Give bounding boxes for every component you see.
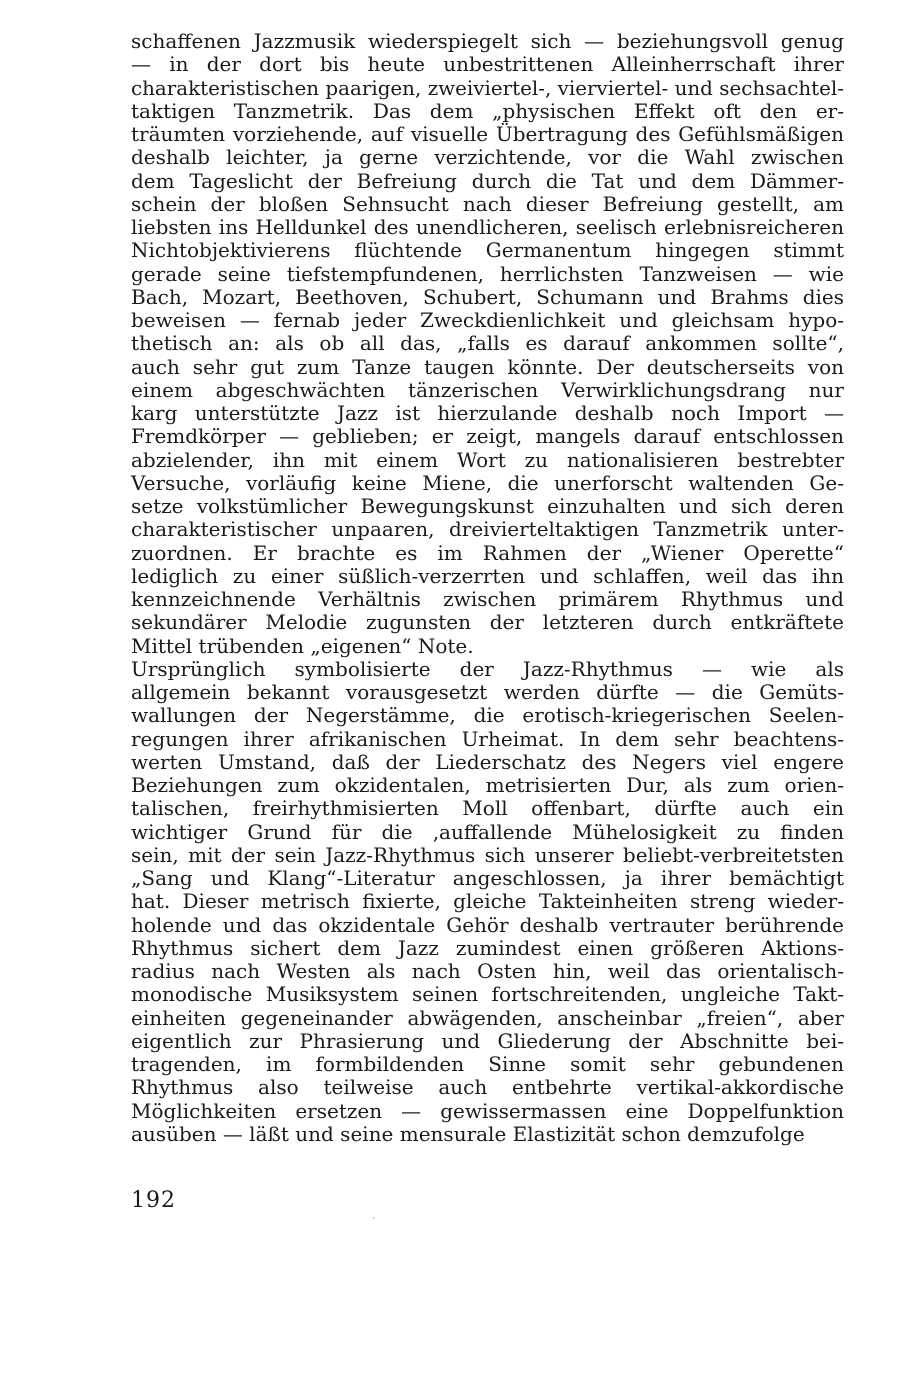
text-line: talischen, freirhythmisierten Moll offenbart, dürfte auch ein [131, 796, 844, 821]
text-line: schaffenen Jazzmusik wiederspiegelt sich — beziehungsvoll genug [131, 29, 844, 53]
body-text [131, 30, 844, 1146]
text-line: Nichtobjektivierens flüchtende Germanentum hingegen stimmt [131, 238, 844, 263]
text-line: charakteristischen paarigen, zweiviertel-, vierviertel- und sechsachtel- [131, 76, 844, 100]
text-line: „Sang und Klang“-Literatur angeschlossen, ja ihrer bemächtigt [131, 866, 844, 890]
text-line: liebsten ins Helldunkel des unendlicheren, seelisch erlebnisreicheren [131, 215, 844, 239]
text-line: träumten vorziehende, auf visuelle Übertragung des Gefühlsmäßigen [131, 122, 844, 146]
text-line: gerade seine tiefstempfundenen, herrlichsten Tanzweisen — wie [131, 261, 844, 286]
text-line: lediglich zu einer süßlich-verzerrten und schlaffen, weil das ihn [131, 563, 844, 588]
text-line: deshalb leichter, ja gerne verzichtende, vor die Wahl zwischen [131, 145, 844, 170]
text-line: Rhythmus also teilweise auch entbehrte vertikal-akkordische [131, 1075, 844, 1100]
text-line: schein der bloßen Sehnsucht nach dieser Befreiung gestellt, am [131, 191, 844, 216]
text-line: setze volkstümlicher Bewegungskunst einzuhalten und sich deren [131, 494, 844, 518]
text-line: kennzeichnende Verhältnis zwischen primärem Rhythmus und [131, 587, 844, 611]
text-line: Fremdkörper — geblieben; er zeigt, mangels darauf entschlossen [131, 424, 844, 449]
text-line: auch sehr gut zum Tanze taugen könnte. Der deutscherseits von [131, 354, 844, 379]
text-line: beweisen — fernab jeder Zweckdienlichkeit und gleichsam hypo- [131, 308, 844, 332]
page-number: 192 [131, 1188, 176, 1213]
text-line: radius nach Westen als nach Osten hin, weil das orientalisch- [131, 959, 844, 983]
text-line: werten Umstand, daß der Liederschatz des Negers viel engere [131, 749, 844, 774]
text-line: holende und das okzidentale Gehör deshalb vertrauter berührende [131, 912, 844, 937]
text-line: wichtiger Grund für die ‚auffallende Mühelosigkeit zu finden [131, 819, 844, 844]
text-line: Beziehungen zum okzidentalen, metrisierten Dur, als zum orien- [131, 773, 844, 797]
text-line: — in der dort bis heute unbestrittenen Alleinherrschaft ihrer [131, 52, 844, 77]
text-line: charakteristischer unpaaren, dreivierteltaktigen Tanzmetrik unter- [131, 517, 844, 542]
text-line: hat. Dieser metrisch fixierte, gleiche Takteinheiten streng wieder- [131, 889, 844, 914]
text-line: regungen ihrer afrikanischen Urheimat. In dem sehr beachtens- [131, 726, 844, 751]
text-line: einheiten gegeneinander abwägenden, anscheinbar „freien“, aber [131, 1005, 844, 1030]
text-line: Rhythmus sichert dem Jazz zumindest einen größeren Aktions- [131, 935, 844, 960]
text-line: zuordnen. Er brachte es im Rahmen der „Wiener Operette“ [131, 540, 844, 565]
text-line: allgemein bekannt vorausgesetzt werden dürfte — die Gemüts- [131, 680, 844, 704]
text-line: eigentlich zur Phrasierung und Gliederung der Abschnitte bei- [131, 1028, 844, 1053]
text-line: sein, mit der sein Jazz-Rhythmus sich unserer beliebt-verbreitetsten [131, 842, 844, 867]
text-line: taktigen Tanzmetrik. Das dem „physischen Effekt oft den er- [131, 98, 844, 123]
text-line: Bach, Mozart, Beethoven, Schubert, Schumann und Brahms dies [131, 284, 844, 309]
text-line: thetisch an: als ob all das, „falls es darauf ankommen sollte“, [131, 331, 844, 356]
text-line: tragenden, im formbildenden Sinne somit sehr gebundenen [131, 1052, 844, 1076]
text-line: sekundärer Melodie zugunsten der letzteren durch entkräftete [131, 610, 844, 635]
text-line: ausüben — läßt und seine mensurale Elastizität schon demzufolge [131, 1121, 805, 1146]
text-line: monodische Musiksystem seinen fortschreitenden, ungleiche Takt- [131, 982, 844, 1007]
text-line: Ursprünglich symbolisierte der Jazz-Rhythmus — wie als [131, 656, 844, 681]
text-line: Versuche, vorläufig keine Miene, die unerforscht waltenden Ge- [131, 470, 844, 495]
text-line: einem abgeschwächten tänzerischen Verwirklichungsdrang nur [131, 377, 844, 402]
text-line: Möglichkeiten ersetzen — gewissermassen eine Doppelfunktion [131, 1098, 844, 1123]
text-line: karg unterstützte Jazz ist hierzulande deshalb noch Import — [131, 401, 844, 425]
text-line: abzielender, ihn mit einem Wort zu nationalisieren bestrebter [131, 447, 844, 472]
text-line: Mittel trübenden „eigenen“ Note. [131, 633, 474, 658]
print-speck: · [372, 1214, 375, 1224]
text-line: dem Tageslicht der Befreiung durch die Tat und dem Dämmer- [131, 168, 844, 193]
text-line: wallungen der Negerstämme, die erotisch-kriegerischen Seelen- [131, 703, 844, 728]
